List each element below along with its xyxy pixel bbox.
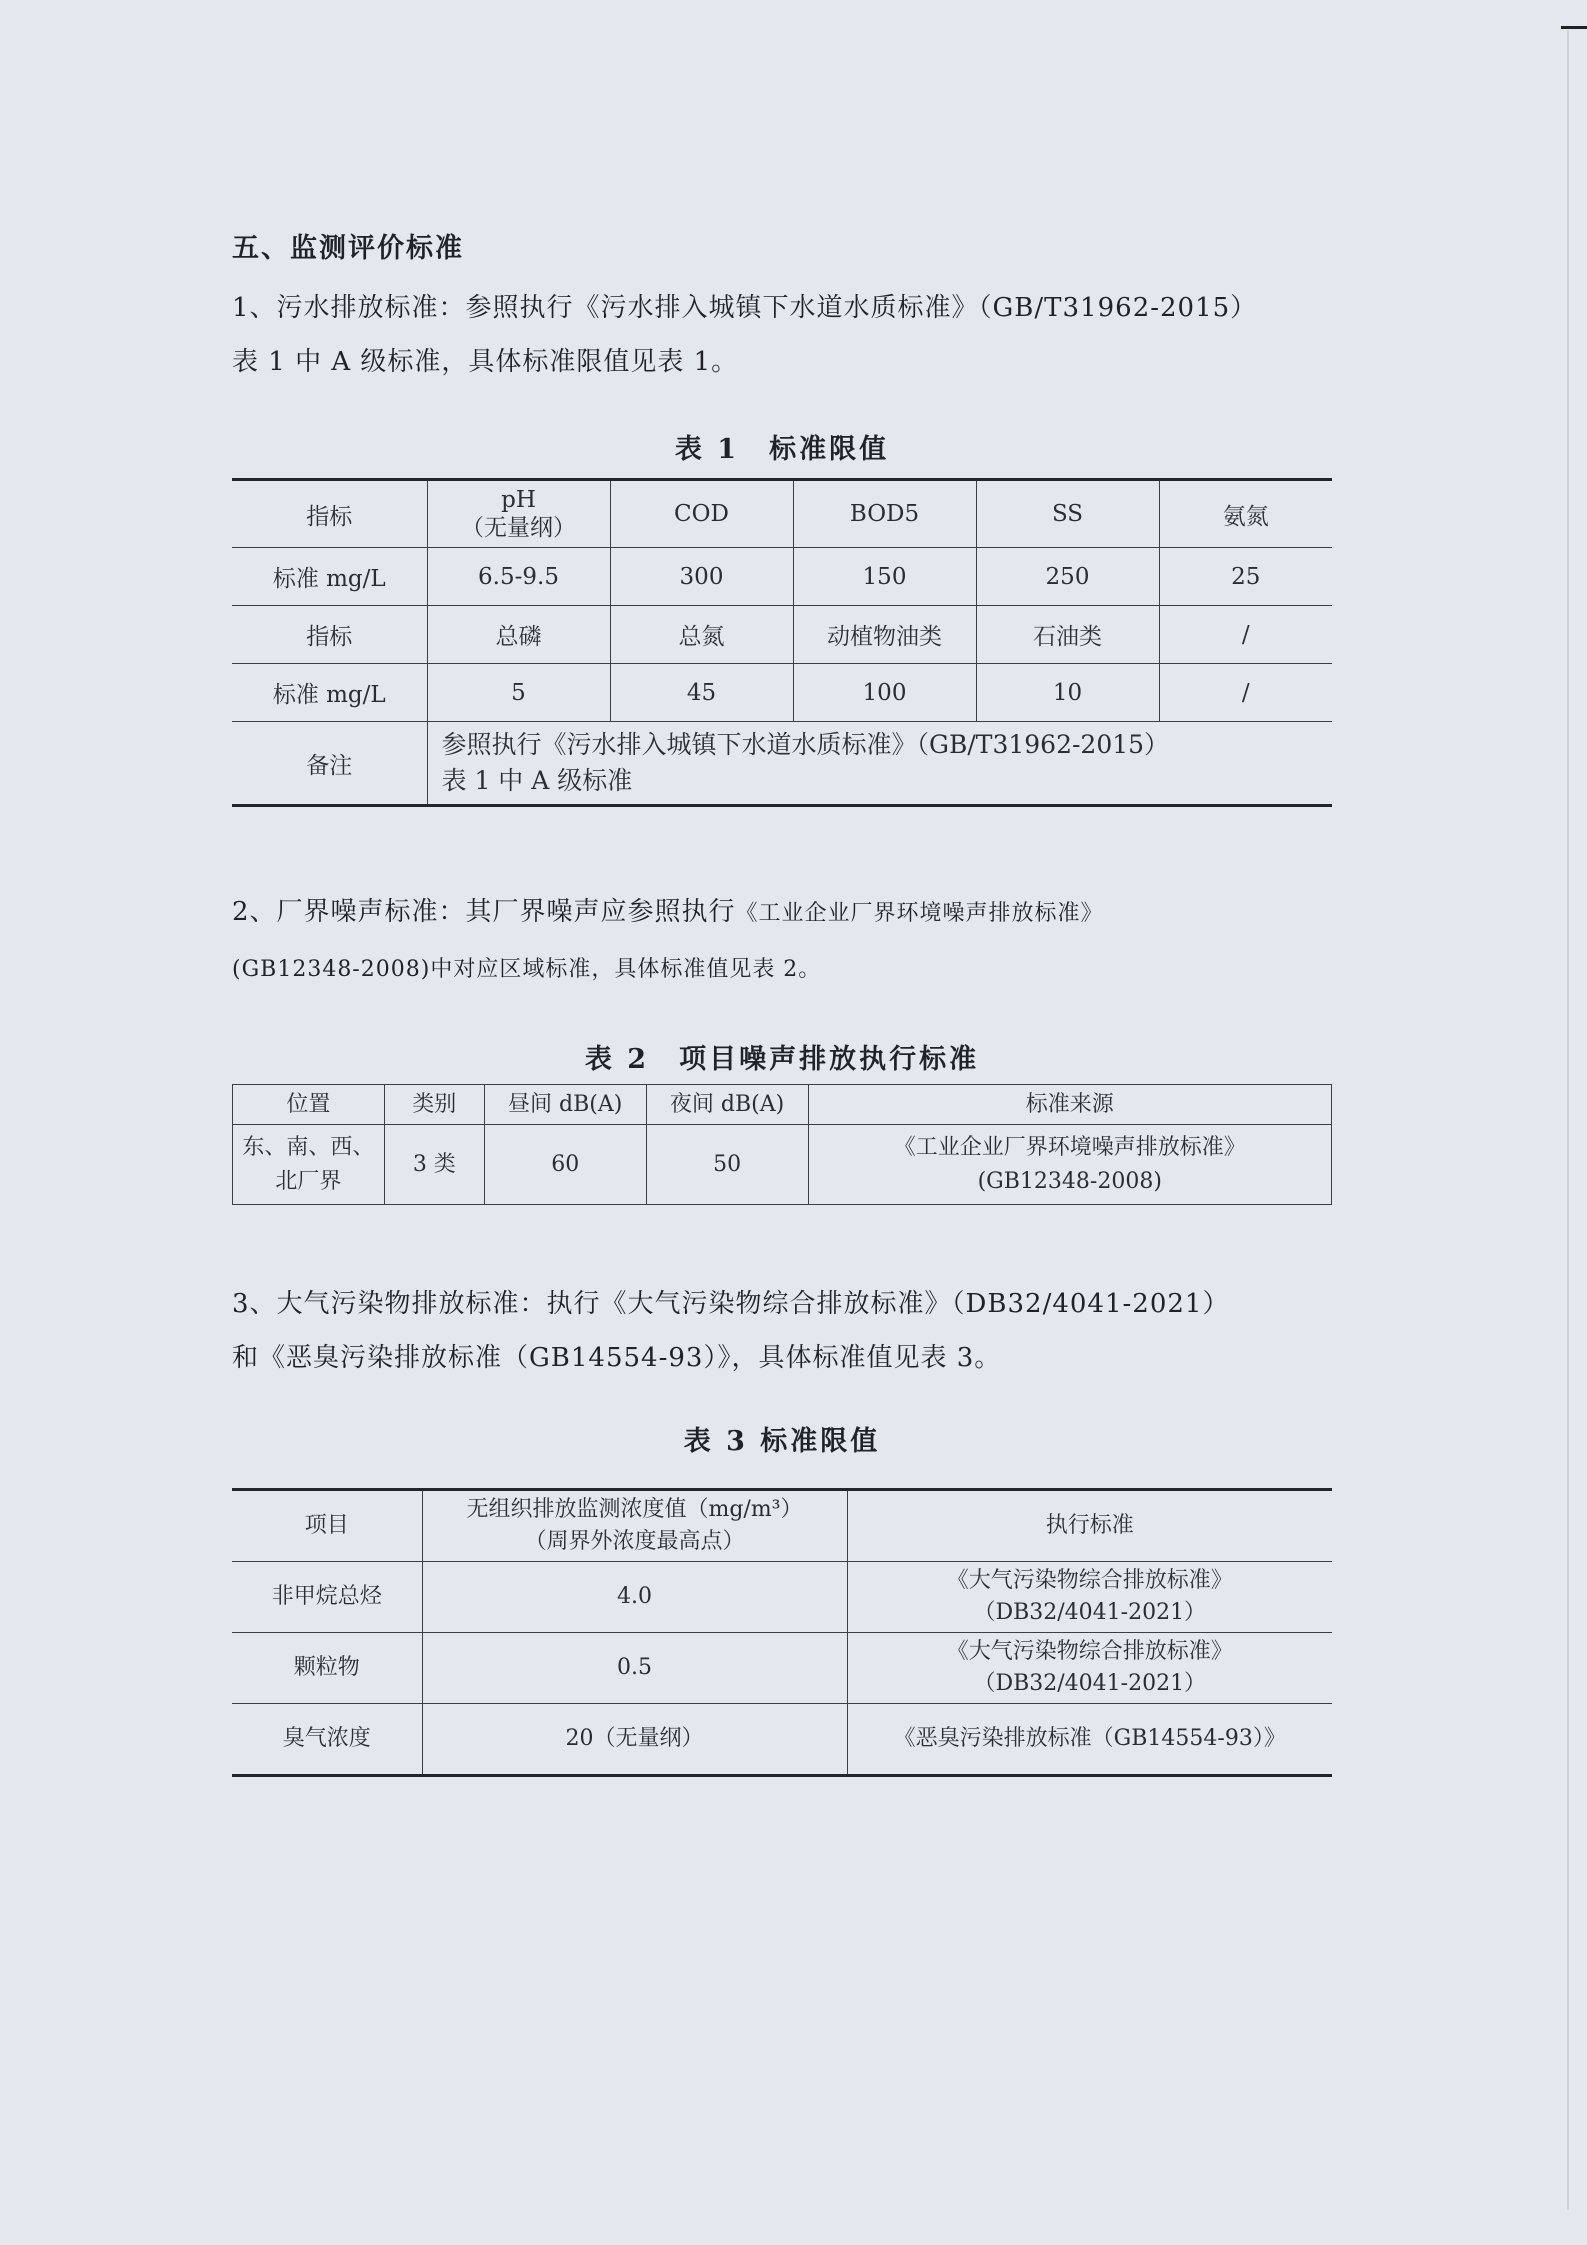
paragraph-2: [232, 885, 1332, 997]
paragraph-1-line-1: 1、污水排放标准：参照执行《污水排入城镇下水道水质标准》（GB/T31962-2015）: [232, 293, 1258, 323]
table-cell: 臭气浓度: [232, 1704, 422, 1776]
table-cell: 3 类: [384, 1125, 484, 1205]
table-cell: 6.5-9.5: [427, 548, 610, 606]
table-cell: 非甲烷总烃: [232, 1562, 422, 1633]
paragraph-3-line-2: 和《恶臭污染排放标准（GB14554-93）》，具体标准值见表 3。: [232, 1343, 1002, 1373]
table-cell: SS: [976, 480, 1159, 548]
table-cell: 100: [793, 664, 976, 722]
table-row-note: [232, 722, 1332, 806]
table-header-cell: 标准来源: [808, 1085, 1331, 1125]
table-cell: 《恶臭污染排放标准（GB14554-93）》: [847, 1704, 1332, 1776]
table-cell: 60: [484, 1125, 646, 1205]
paragraph-2-line-2: (GB12348-2008)中对应区域标准，具体标准值见表 2。: [232, 957, 822, 982]
table-header-cell: 项目: [232, 1490, 422, 1562]
table-cell: [847, 1633, 1332, 1704]
table-cell: 150: [793, 548, 976, 606]
source-line-2: (GB12348-2008): [977, 1168, 1162, 1194]
ph-unit: （无量纲）: [461, 515, 576, 541]
paragraph-1-line-2: 表 1 中 A 级标准，具体标准限值见表 1。: [232, 347, 739, 377]
table-3-caption: 表 3 标准限值: [683, 1426, 881, 1457]
standard-line-1: 《大气污染物综合排放标准》: [946, 1568, 1233, 1593]
table-cell: 标准 mg/L: [232, 664, 427, 722]
source-line-1: 《工业企业厂界环境噪声排放标准》: [893, 1134, 1246, 1160]
table-cell: 动植物油类: [793, 606, 976, 664]
table-cell: [233, 1125, 385, 1205]
note-text: [427, 722, 1332, 806]
document-content: [232, 226, 1332, 1777]
table-header-cell: 夜间 dB(A): [646, 1085, 808, 1125]
table-row: [232, 548, 1332, 606]
table-row: [232, 1633, 1332, 1704]
table-2-caption: 表 2 项目噪声排放执行标准: [584, 1044, 980, 1075]
table-cell: COD: [610, 480, 793, 548]
note-line-1: 参照执行《污水排入城镇下水道水质标准》（GB/T31962-2015）: [441, 730, 1170, 759]
standard-line-2: （DB32/4041-2021）: [973, 1600, 1207, 1625]
table-cell: 20（无量纲）: [422, 1704, 847, 1776]
table-3: [232, 1488, 1332, 1777]
ph-label: pH: [501, 487, 536, 513]
table-header-cell: [422, 1490, 847, 1562]
table-cell: 250: [976, 548, 1159, 606]
table-cell: 指标: [232, 606, 427, 664]
position-line-1: 东、南、西、: [242, 1134, 375, 1160]
table-row: [232, 1562, 1332, 1633]
table-cell: /: [1159, 664, 1332, 722]
conc-header-line-1: 无组织排放监测浓度值（mg/m³）: [466, 1497, 803, 1522]
table-cell: 45: [610, 664, 793, 722]
section-title: 五、监测评价标准: [232, 233, 464, 264]
table-cell: [808, 1125, 1331, 1205]
table-header-cell: 昼间 dB(A): [484, 1085, 646, 1125]
paragraph-2-line-1b: 《工业企业厂界环境噪声排放标准》: [735, 901, 1104, 926]
table-cell: 总磷: [427, 606, 610, 664]
table-cell: 总氮: [610, 606, 793, 664]
paragraph-3: [232, 1277, 1332, 1385]
note-line-2: 表 1 中 A 级标准: [441, 766, 633, 795]
table-1: [232, 478, 1332, 807]
table-header-cell: 执行标准: [847, 1490, 1332, 1562]
table-header-row: [232, 1490, 1332, 1562]
table-cell: 300: [610, 548, 793, 606]
table-2: [232, 1084, 1332, 1205]
position-line-2: 北厂界: [275, 1168, 342, 1194]
table-cell: [427, 480, 610, 548]
standard-line-1: 《大气污染物综合排放标准》: [946, 1639, 1233, 1664]
table-header-cell: 类别: [384, 1085, 484, 1125]
table-cell: 4.0: [422, 1562, 847, 1633]
table-cell: 50: [646, 1125, 808, 1205]
table-cell: BOD5: [793, 480, 976, 548]
table-cell: 颗粒物: [232, 1633, 422, 1704]
standard-line-2: （DB32/4041-2021）: [973, 1671, 1207, 1696]
table-row: [233, 1125, 1332, 1205]
table-row: [232, 480, 1332, 548]
note-label: 备注: [232, 722, 427, 806]
table-cell: 5: [427, 664, 610, 722]
table-cell: [847, 1562, 1332, 1633]
table-cell: 氨氮: [1159, 480, 1332, 548]
table-cell: 标准 mg/L: [232, 548, 427, 606]
table-cell: 石油类: [976, 606, 1159, 664]
table-cell: 10: [976, 664, 1159, 722]
table-header-cell: 位置: [233, 1085, 385, 1125]
table-row: [232, 606, 1332, 664]
scan-edge-mark: [1561, 26, 1587, 29]
table-cell: 25: [1159, 548, 1332, 606]
paragraph-2-line-1a: 2、厂界噪声标准：其厂界噪声应参照执行: [232, 897, 736, 927]
table-1-caption: 表 1 标准限值: [674, 434, 890, 465]
paragraph-1: [232, 281, 1332, 389]
scan-right-edge: [1567, 30, 1569, 2210]
table-row: [232, 1704, 1332, 1776]
table-header-row: [233, 1085, 1332, 1125]
table-cell: /: [1159, 606, 1332, 664]
table-row: [232, 664, 1332, 722]
table-cell: 指标: [232, 480, 427, 548]
table-cell: 0.5: [422, 1633, 847, 1704]
paragraph-3-line-1: 3、大气污染物排放标准：执行《大气污染物综合排放标准》（DB32/4041-2021）: [232, 1289, 1230, 1319]
conc-header-line-2: （周界外浓度最高点）: [524, 1529, 745, 1554]
